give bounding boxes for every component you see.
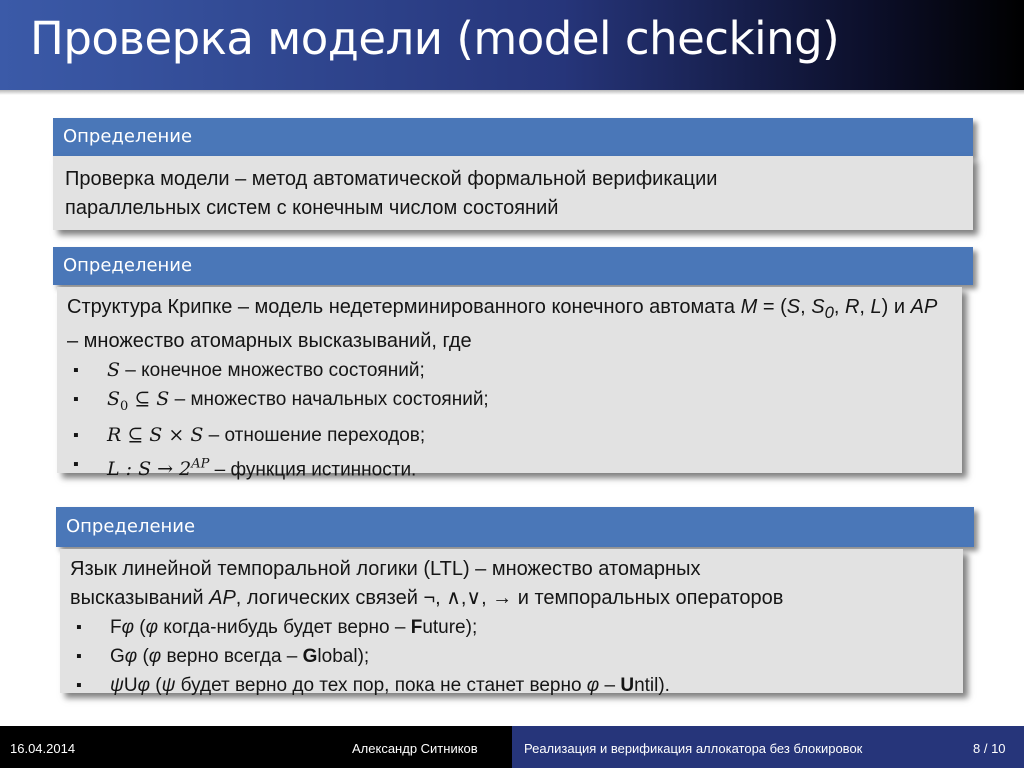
- ltl-list: [70, 613, 953, 700]
- math-var: M: [740, 296, 758, 318]
- title-shadow: [0, 90, 1024, 95]
- text-fragment: ,: [859, 296, 871, 318]
- math-var: L: [870, 296, 882, 318]
- footer-date: 16.04.2014: [10, 741, 76, 756]
- math-var: $S_0$: [811, 296, 834, 322]
- slide-title: Проверка модели (model checking): [30, 12, 840, 65]
- block-header: Определение: [53, 118, 973, 156]
- ltl-line: Язык линейной темпоральной логики (LTL) – множество атомарных: [70, 558, 701, 580]
- math-var: R: [844, 296, 860, 318]
- list-item: ▪ R ⊆ S × S – отношение переходов;: [67, 421, 952, 450]
- title-bar: [0, 0, 1024, 90]
- footer-page-number: 8 / 10: [973, 741, 1006, 756]
- kripke-intro: [67, 293, 952, 356]
- block-header: Определение: [56, 507, 974, 547]
- footer-right: [512, 726, 1024, 768]
- footer: [0, 726, 1024, 768]
- footer-left: [0, 726, 512, 768]
- list-item: ▪ L : $S \to 2^{AP}$ – функция истинности.: [67, 450, 952, 484]
- math-var: S: [786, 296, 801, 318]
- text-fragment: = (: [762, 296, 787, 318]
- list-item: ▪ $S_0$ ⊆ S – множество начальных состояний;: [67, 385, 952, 421]
- text-fragment: ,: [800, 296, 812, 318]
- list-item: ▪ Gφ (φ верно всегда – Global);: [70, 642, 953, 671]
- definition-line: Проверка модели – метод автоматической формальной верификации: [65, 168, 718, 190]
- text-fragment: ) и: [881, 296, 906, 318]
- footer-author: Александр Ситников: [352, 741, 478, 756]
- kripke-list: [67, 356, 952, 484]
- ltl-line: высказываний AP, логических связей ¬, ∧,∨, → и темпоральных операторов: [70, 587, 784, 609]
- text-fragment: Структура Крипке – модель недетерминированного конечного автомата: [67, 296, 736, 318]
- list-item: ▪ ψUφ (ψ будет верно до тех пор, пока не станет верно φ – Until).: [70, 671, 953, 700]
- definition-line: параллельных систем с конечным числом состояний: [65, 197, 559, 219]
- block-body: [53, 156, 973, 230]
- definition-block-kripke: [53, 247, 973, 481]
- list-item: ▪ S – конечное множество состояний;: [67, 356, 952, 385]
- block-header: Определение: [53, 247, 973, 285]
- block-body: [57, 287, 962, 481]
- text-fragment: ,: [833, 296, 845, 318]
- definition-block-model-checking: [53, 118, 973, 230]
- list-item: ▪ Fφ (φ когда-нибудь будет верно – Future);: [70, 613, 953, 642]
- definition-block-ltl: [56, 507, 976, 696]
- math-var: AP: [910, 296, 938, 318]
- text-fragment: – множество атомарных высказываний, где: [67, 330, 472, 352]
- footer-talk-title: Реализация и верификация аллокатора без блокировок: [524, 741, 863, 756]
- block-body: [60, 549, 963, 696]
